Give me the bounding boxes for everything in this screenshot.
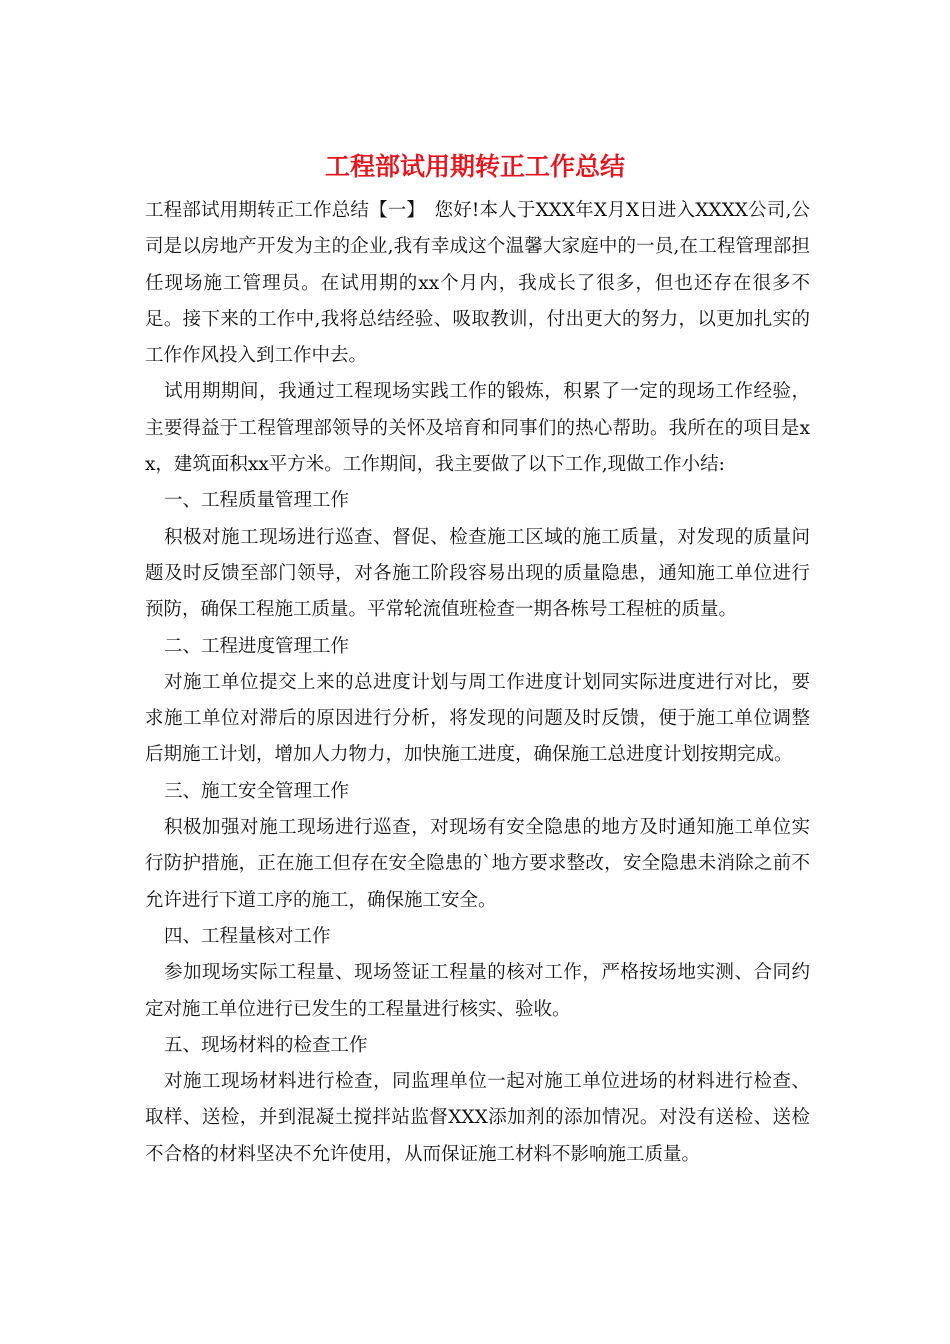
document-title: 工程部试用期转正工作总结 bbox=[324, 152, 625, 181]
section-heading-quality: 一、工程质量管理工作 bbox=[164, 490, 350, 512]
section-text-safety: 积极加强对施工现场进行巡查，对现场有安全隐患的地方及时通知施工单位实行防护措施，正在施工但存在安全隐患的`地方要求整改，安全隐患未消除之前不允许进行下道工序的施工，确保施工安全。 bbox=[145, 817, 810, 911]
overview-paragraph: 试用期期间，我通过工程现场实践工作的锻炼，积累了一定的现场工作经验，主要得益于工程管理部领导的关怀及培育和同事们的热心帮助。我所在的项目是xx，建筑面积xx平方米。工作期间，我主要做了以下工作,现做工作小结: bbox=[145, 381, 810, 476]
document-body bbox=[145, 193, 810, 1173]
section-heading-safety: 三、施工安全管理工作 bbox=[164, 780, 350, 802]
section-heading-progress: 二、工程进度管理工作 bbox=[164, 635, 350, 657]
section-text-quality: 积极对施工现场进行巡查、督促、检查施工区域的施工质量，对发现的质量问题及时反馈至部门领导，对各施工阶段容易出现的质量隐患，通知施工单位进行预防，确保工程施工质量。平常轮流值班检查一期各栋号工程桩的质量。 bbox=[145, 526, 810, 621]
section-heading-quantity: 四、工程量核对工作 bbox=[164, 925, 331, 947]
intro-paragraph: 工程部试用期转正工作总结【一】 您好!本人于XXX年X月X日进入XXXX公司,公司是以房地产开发为主的企业,我有幸成这个温馨大家庭中的一员,在工程管理部担任现场施工管理员。在试用期的xx个月内，我成长了很多，但也还存在很多不足。接下来的工作中,我将总结经验、吸取教训，付出更大的努力，以更加扎实的工作作风投入到工作中去。 bbox=[145, 200, 810, 367]
section-text-materials: 对施工现场材料进行检查，同监理单位一起对施工单位进场的材料进行检查、取样、送检，并到混凝土搅拌站监督XXX添加剂的添加情况。对没有送检、送检不合格的材料坚决不允许使用，从而保证施工材料不影响施工质量。 bbox=[145, 1071, 810, 1165]
section-text-quantity: 参加现场实际工程量、现场签证工程量的核对工作，严格按场地实测、合同约定对施工单位进行已发生的工程量进行核实、验收。 bbox=[145, 962, 810, 1020]
section-heading-materials: 五、现场材料的检查工作 bbox=[164, 1034, 368, 1056]
section-text-progress: 对施工单位提交上来的总进度计划与周工作进度计划同实际进度进行对比，要求施工单位对滞后的原因进行分析，将发现的问题及时反馈，便于施工单位调整后期施工计划，增加人力物力，加快施工进度，确保施工总进度计划按期完成。 bbox=[145, 671, 810, 766]
